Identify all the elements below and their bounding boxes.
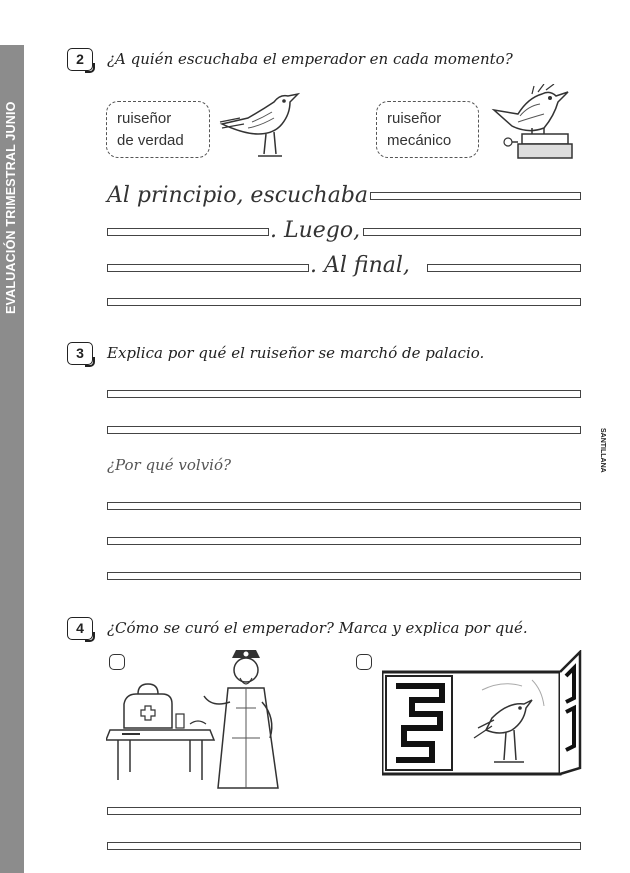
brand-logo: SANTILLANA bbox=[599, 428, 606, 473]
q3-subquestion: ¿Por qué volvió? bbox=[107, 456, 232, 474]
option-mechanical-nightingale[interactable] bbox=[376, 101, 479, 158]
question-4-text: ¿Cómo se curó el emperador? Marca y explica por qué. bbox=[107, 619, 528, 637]
question-3-number: 3 bbox=[67, 342, 93, 365]
doctor-illustration bbox=[106, 648, 292, 794]
q3-answer-line-5[interactable] bbox=[107, 572, 581, 580]
answer-line-1[interactable] bbox=[370, 192, 581, 200]
q3-answer-line-2[interactable] bbox=[107, 426, 581, 434]
q3-answer-line-3[interactable] bbox=[107, 502, 581, 510]
q3-answer-line-4[interactable] bbox=[107, 537, 581, 545]
answer-line-2[interactable] bbox=[107, 228, 269, 236]
option-real-nightingale[interactable] bbox=[106, 101, 210, 158]
brand-wrap bbox=[596, 428, 610, 488]
prompt-finally: . Al final, bbox=[310, 253, 410, 278]
checkbox-nightingale[interactable] bbox=[356, 654, 372, 670]
prompt-then: . Luego, bbox=[270, 218, 361, 243]
answer-line-5[interactable] bbox=[427, 264, 581, 272]
answer-line-4[interactable] bbox=[107, 264, 309, 272]
option-real-line2: de verdad bbox=[117, 132, 184, 149]
question-3-text: Explica por qué el ruiseñor se marchó de palacio. bbox=[107, 344, 485, 362]
q4-answer-line-2[interactable] bbox=[107, 842, 581, 850]
option-mechanical-line1: ruiseñor bbox=[387, 110, 442, 127]
question-2-number: 2 bbox=[67, 48, 93, 71]
sidebar-title-wrap bbox=[2, 101, 22, 330]
question-2-text: ¿A quién escuchaba el emperador en cada momento? bbox=[107, 50, 513, 68]
answer-line-3[interactable] bbox=[363, 228, 581, 236]
answer-line-6[interactable] bbox=[107, 298, 581, 306]
real-nightingale-icon bbox=[218, 88, 300, 160]
option-real-line1: ruiseñor bbox=[117, 110, 172, 127]
window-nightingale-illustration bbox=[382, 650, 582, 778]
sidebar-title: EVALUACIÓN TRIMESTRAL JUNIO bbox=[4, 101, 18, 314]
mechanical-nightingale-icon bbox=[488, 84, 576, 164]
option-mechanical-line2: mecánico bbox=[387, 132, 452, 149]
question-4-number: 4 bbox=[67, 617, 93, 640]
prompt-at-first: Al principio, escuchaba bbox=[107, 183, 369, 208]
q4-answer-line-1[interactable] bbox=[107, 807, 581, 815]
q3-answer-line-1[interactable] bbox=[107, 390, 581, 398]
